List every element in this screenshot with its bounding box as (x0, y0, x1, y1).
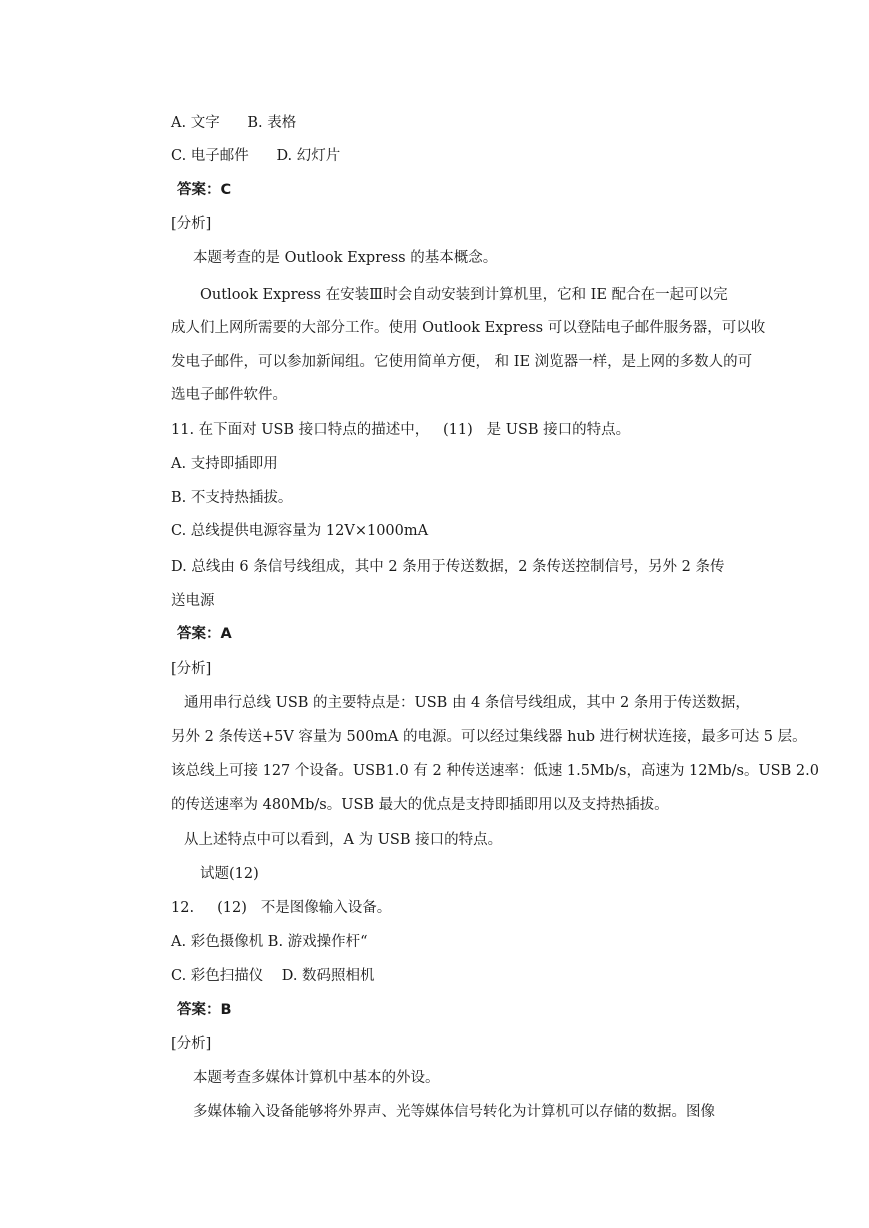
q11-option-b: B. 不支持热插拔。 (171, 490, 293, 506)
q12-options-line-1: A. 彩色摄像机 B. 游戏操作杆“ (171, 934, 368, 950)
q12-analysis-label: [分析] (171, 1036, 212, 1052)
q10-analysis-paragraph-1: 本题考查的是 Outlook Express 的基本概念。 (193, 250, 498, 266)
q12-analysis-line-1: 多媒体输入设备能够将外界声、光等媒体信号转化为计算机可以存储的数据。图像 (193, 1104, 715, 1120)
q10-analysis-line-1: Outlook Express 在安装Ⅲ时会自动安装到计算机里，它和 IE 配合在一起可以完 (200, 287, 728, 303)
q11-conclusion: 从上述特点中可以看到，A 为 USB 接口的特点。 (184, 832, 503, 848)
q12-options-line-2: C. 彩色扫描仪 D. 数码照相机 (171, 968, 375, 984)
q11-analysis-line-2: 另外 2 条传送+5V 容量为 500mA 的电源。可以经过集线器 hub 进行树状连接，最多可达 5 层。 (171, 729, 807, 745)
q11-stem: 11. 在下面对 USB 接口特点的描述中， (11) 是 USB 接口的特点。 (171, 422, 631, 438)
q11-analysis-line-3: 该总线上可接 127 个设备。USB1.0 有 2 种传送速率：低速 1.5Mb/s，高速为 12Mb/s。USB 2.0 (171, 763, 819, 779)
q10-analysis-line-4: 选电子邮件软件。 (171, 387, 287, 403)
q10-analysis-line-3: 发电子邮件，可以参加新闻组。它使用简单方便， 和 IE 浏览器一样，是上网的多数人的可 (171, 354, 753, 370)
q11-analysis-line-1: 通用串行总线 USB 的主要特点是：USB 由 4 条信号线组成，其中 2 条用于传送数据， (184, 695, 750, 711)
q10-options-line-2: C. 电子邮件 D. 幻灯片 (171, 148, 341, 164)
q11-analysis-line-4: 的传送速率为 480Mb/s。USB 最大的优点是支持即插即用以及支持热插拔。 (171, 797, 669, 813)
q10-answer: 答案：C (177, 182, 232, 198)
q11-answer: 答案：A (177, 626, 232, 642)
q11-option-a: A. 支持即插即用 (171, 456, 278, 472)
q10-analysis-label: [分析] (171, 216, 212, 232)
q12-stem: 12. (12) 不是图像输入设备。 (171, 900, 392, 916)
q10-analysis-line-2: 成人们上网所需要的大部分工作。使用 Outlook Express 可以登陆电子邮件服务器，可以收 (171, 320, 766, 336)
q12-analysis-paragraph-1: 本题考查多媒体计算机中基本的外设。 (193, 1070, 440, 1086)
q12-answer: 答案：B (177, 1002, 232, 1018)
q10-options-line-1: A. 文字 B. 表格 (171, 115, 297, 131)
q11-option-d-line-1: D. 总线由 6 条信号线组成，其中 2 条用于传送数据，2 条传送控制信号，另外 2 条传 (171, 559, 725, 575)
q12-heading: 试题(12) (200, 866, 259, 882)
q11-option-d-line-2: 送电源 (171, 593, 215, 609)
q11-analysis-label: [分析] (171, 661, 212, 677)
q11-option-c: C. 总线提供电源容量为 12V×1000mA (171, 523, 429, 539)
